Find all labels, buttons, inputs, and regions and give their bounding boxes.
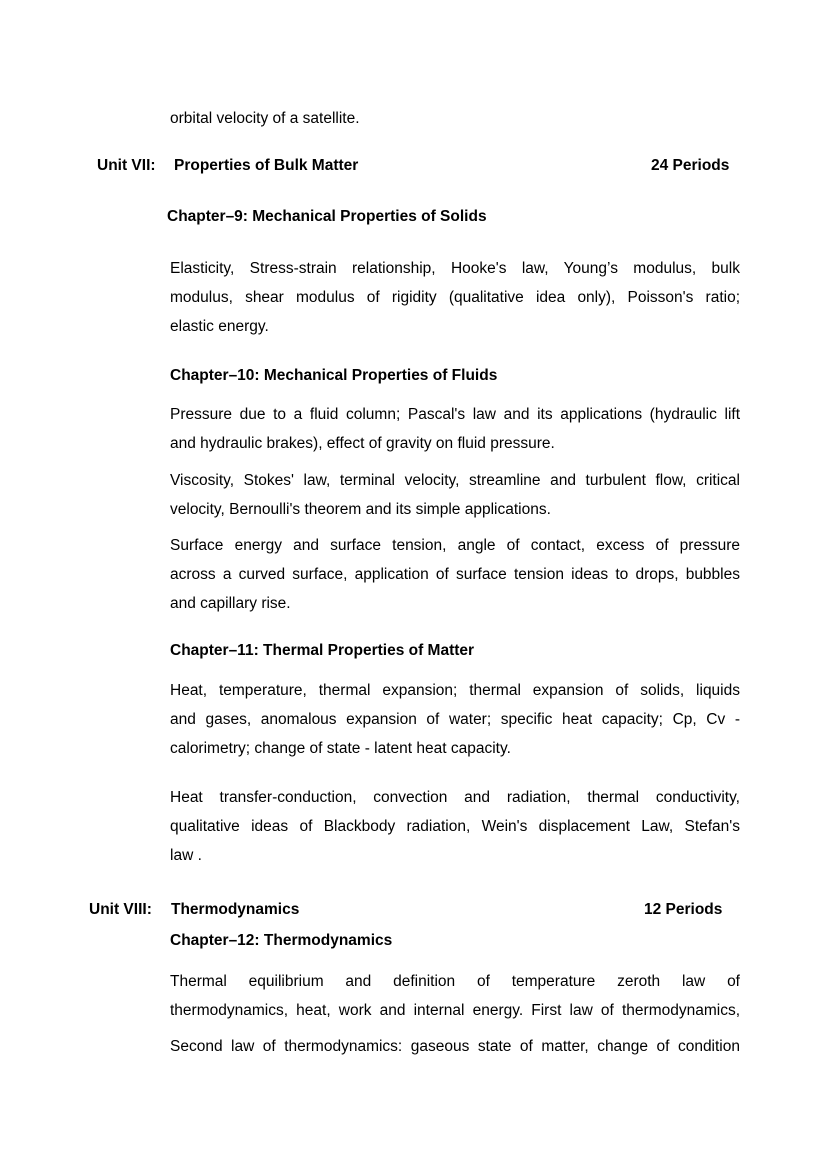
chapter-9-paragraph — [170, 254, 740, 341]
chapter-11-paragraph-1 — [170, 676, 740, 763]
chapter-11-paragraph-2 — [170, 783, 740, 870]
unit-8-title: Thermodynamics — [171, 901, 300, 918]
text-line: Pressure due to a fluid column; Pascal's law and its applications (hydraulic lift — [170, 406, 740, 423]
text-line: Surface energy and surface tension, angle of contact, excess of pressure — [170, 537, 740, 554]
chapter-10-heading: Chapter–10: Mechanical Properties of Fluids — [170, 367, 498, 384]
chapter-10-paragraph-2 — [170, 466, 740, 524]
text-line: elastic energy. — [170, 318, 269, 335]
unit-7-periods: 24 Periods — [651, 157, 730, 174]
text-line: Elasticity, Stress-strain relationship, Hooke's law, Young’s modulus, bulk — [170, 260, 740, 277]
text-line: velocity, Bernoulli's theorem and its simple applications. — [170, 501, 551, 518]
chapter-12-heading: Chapter–12: Thermodynamics — [170, 932, 393, 949]
text-line: calorimetry; change of state - latent heat capacity. — [170, 740, 511, 757]
chapter-12-paragraph-1 — [170, 967, 740, 1025]
text-line: law . — [170, 847, 202, 864]
intro-fragment — [170, 104, 740, 133]
chapter-10-paragraph-3 — [170, 531, 740, 618]
text-line: across a curved surface, application of surface tension ideas to drops, bubbles — [170, 566, 740, 583]
text-line: orbital velocity of a satellite. — [170, 110, 360, 127]
chapter-9-heading: Chapter–9: Mechanical Properties of Solids — [167, 208, 487, 225]
text-line: modulus, shear modulus of rigidity (qualitative idea only), Poisson's ratio; — [170, 289, 740, 306]
chapter-10-paragraph-1 — [170, 400, 740, 458]
text-line: and hydraulic brakes), effect of gravity on fluid pressure. — [170, 435, 555, 452]
text-line: Thermal equilibrium and definition of temperature zeroth law of — [170, 973, 740, 990]
unit-8-periods: 12 Periods — [644, 901, 723, 918]
text-line: qualitative ideas of Blackbody radiation, Wein's displacement Law, Stefan's — [170, 818, 740, 835]
text-line: and capillary rise. — [170, 595, 291, 612]
chapter-11-heading: Chapter–11: Thermal Properties of Matter — [170, 642, 475, 659]
text-line: Heat, temperature, thermal expansion; thermal expansion of solids, liquids — [170, 682, 740, 699]
unit-8-label: Unit VIII: — [89, 901, 152, 918]
text-line: thermodynamics, heat, work and internal energy. First law of thermodynamics, — [170, 1002, 740, 1019]
text-line: Viscosity, Stokes' law, terminal velocity, streamline and turbulent flow, critical — [170, 472, 740, 489]
chapter-12-paragraph-2 — [170, 1032, 740, 1061]
unit-7-title: Properties of Bulk Matter — [174, 157, 359, 174]
text-line: Heat transfer-conduction, convection and radiation, thermal conductivity, — [170, 789, 740, 806]
unit-7-label: Unit VII: — [97, 157, 156, 174]
text-line: and gases, anomalous expansion of water; specific heat capacity; Cp, Cv - — [170, 711, 740, 728]
text-line: Second law of thermodynamics: gaseous state of matter, change of condition — [170, 1038, 740, 1055]
